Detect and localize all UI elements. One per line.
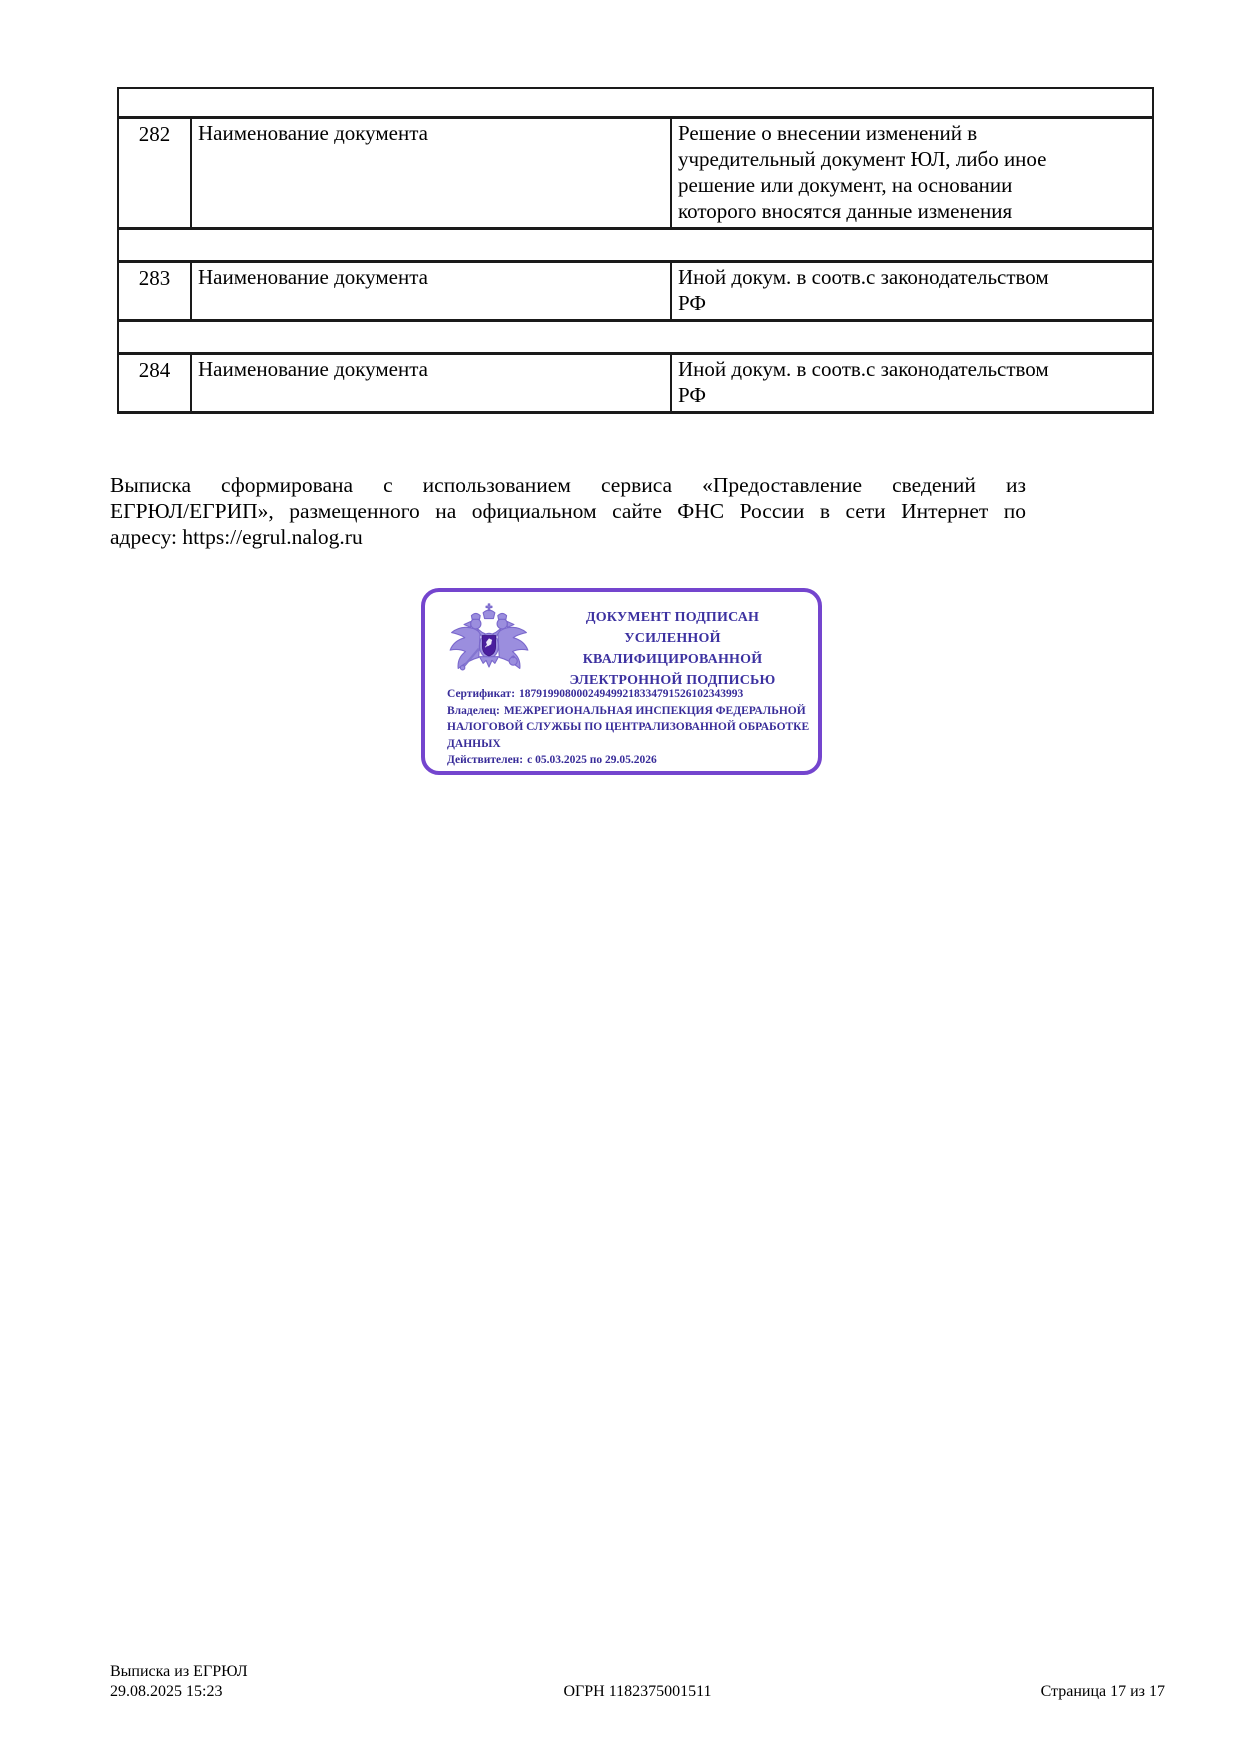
row-label: Наименование документа <box>191 354 671 413</box>
spacer-cell <box>118 321 1153 354</box>
row-label: Наименование документа <box>191 262 671 321</box>
note-line: адресу: https://egrul.nalog.ru <box>110 525 363 549</box>
footer-page-info: Страница 17 из 17 <box>1040 1683 1165 1700</box>
russian-coat-of-arms-icon <box>445 603 533 687</box>
page-footer <box>110 1662 1165 1706</box>
signature-stamp-inner <box>425 592 818 771</box>
table-row <box>118 354 1153 413</box>
stamp-details <box>447 686 810 769</box>
certificate-label: Сертификат: <box>447 688 516 700</box>
footer-datetime: 29.08.2025 15:23 <box>110 1683 223 1700</box>
row-label: Наименование документа <box>191 118 671 229</box>
stamp-title <box>533 607 812 691</box>
footer-doc-type: Выписка из ЕГРЮЛ <box>110 1663 248 1680</box>
validity-label: Действителен: <box>447 754 524 766</box>
footer-ogrn: ОГРН 1182375001511 <box>563 1683 712 1700</box>
footer-left <box>110 1662 248 1702</box>
document-records-table <box>117 87 1154 414</box>
stamp-title-line: ЭЛЕКТРОННОЙ ПОДПИСЬЮ <box>569 673 776 688</box>
validity-value: с 05.03.2025 по 29.05.2026 <box>527 754 657 766</box>
certificate-line <box>447 686 810 703</box>
stamp-title-line: ДОКУМЕНТ ПОДПИСАН <box>585 610 760 625</box>
note-paragraph <box>110 472 1026 550</box>
spacer-cell <box>118 88 1153 118</box>
stamp-title-line: УСИЛЕННОЙ КВАЛИФИЦИРОВАННОЙ <box>582 631 763 667</box>
table-row <box>118 118 1153 229</box>
note-line: ЕГРЮЛ/ЕГРИП», размещенного на официальном сайте ФНС России в сети Интернет по <box>110 499 1026 523</box>
table-spacer-row <box>118 88 1153 118</box>
certificate-value: 187919908000249499218334791526102343993 <box>519 688 744 700</box>
owner-line <box>447 703 810 753</box>
row-value: Иной докум. в соотв.с законодательством РФ <box>671 354 1153 413</box>
table-spacer-row <box>118 321 1153 354</box>
spacer-cell <box>118 229 1153 262</box>
owner-value: МЕЖРЕГИОНАЛЬНАЯ ИНСПЕКЦИЯ ФЕДЕРАЛЬНОЙ НАЛОГОВОЙ СЛУЖБЫ ПО ЦЕНТРАЛИЗОВАННОЙ ОБРАБОТКЕ ДАННЫХ <box>447 704 810 750</box>
row-number: 284 <box>118 354 191 413</box>
table-spacer-row <box>118 229 1153 262</box>
row-value: Решение о внесении изменений в учредительный документ ЮЛ, либо иное решение или документ, на основании которого вносятся данные изменения <box>671 118 1153 229</box>
row-number: 283 <box>118 262 191 321</box>
note-line: Выписка сформирована с использованием сервиса «Предоставление сведений из <box>110 473 1026 497</box>
signature-stamp <box>421 588 822 775</box>
table-row <box>118 262 1153 321</box>
validity-line <box>447 752 810 769</box>
row-value: Иной докум. в соотв.с законодательством РФ <box>671 262 1153 321</box>
row-number: 282 <box>118 118 191 229</box>
owner-label: Владелец: <box>447 704 500 717</box>
